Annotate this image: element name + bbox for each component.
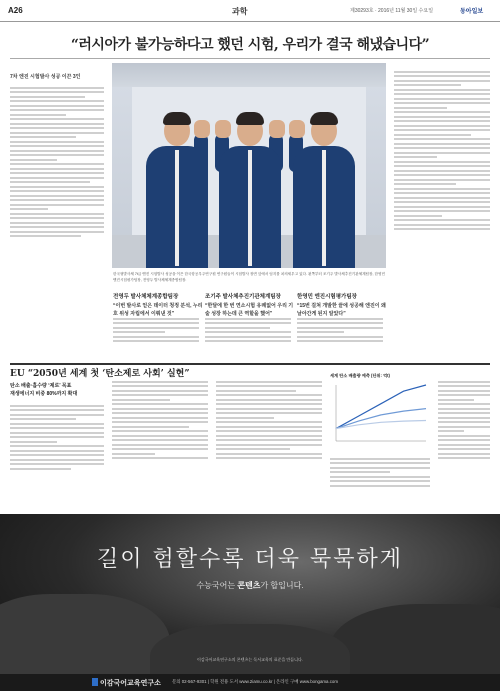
section-divider bbox=[10, 363, 490, 365]
chart-series-line-2 bbox=[336, 409, 426, 429]
quote-name: 한영민 엔진시험평가팀장 bbox=[297, 294, 357, 300]
photo-caption: 한국형발사체 7t급 엔진 시험발사 성공을 이끈 한국항공우주연구원 연구원들이 시험발사 장면 앞에서 엄지를 치켜세우고 있다. 왼쪽부터 조기주 발사체추진기관체계팀장, 한영민 엔진시험평가팀장, 전영두 발사체체계종합팀장. bbox=[113, 272, 385, 282]
eu-body-column-5 bbox=[438, 378, 490, 510]
headline-divider bbox=[10, 58, 490, 59]
quote-body-3 bbox=[297, 315, 383, 359]
researcher-figure-left bbox=[140, 98, 212, 268]
institute-logo-icon bbox=[92, 678, 98, 686]
quote-name: 전영두 발사체체계종합팀장 bbox=[113, 294, 179, 300]
quote-body-1 bbox=[113, 315, 199, 359]
eu-article-title: EU “2050년 세계 첫 ‘탄소제로 사회’ 실현” bbox=[10, 369, 190, 379]
eu-body-column-4 bbox=[330, 455, 430, 510]
ad-contact: 문의 02-567-9301 | 학원 전용 도서 www.2iamu.co.kr | 온라인 구매 www.bongama.com bbox=[172, 679, 339, 684]
page-number: A26 bbox=[8, 6, 23, 15]
quote-name: 조기주 발사체추진기관체계팀장 bbox=[205, 294, 281, 300]
ad-tagline-post: 가 합입니다. bbox=[260, 581, 304, 590]
body-column-left bbox=[10, 84, 104, 356]
emissions-chart bbox=[330, 373, 430, 451]
masthead bbox=[0, 0, 500, 22]
researcher-figure-center bbox=[213, 98, 285, 268]
chart-title: 세계 탄소 배출량 예측 (단위: 억t) bbox=[330, 373, 390, 378]
ad-tagline-bold: 콘텐츠 bbox=[237, 581, 261, 590]
ad-tagline bbox=[0, 580, 500, 591]
headline: “러시아가 불가능하다고 했던 시험, 우리가 결국 해냈습니다” bbox=[70, 37, 430, 53]
ad-main-slogan: 길이 험할수록 더욱 묵묵하게 bbox=[96, 547, 403, 572]
quote-text: “15번 걸쳐 개발한 끝에 성공해 엔진이 왜 날아간게 된지 알았다” bbox=[297, 303, 386, 317]
section-name: 과학 bbox=[232, 7, 248, 16]
chart-plot bbox=[330, 379, 430, 449]
ad-small-text: 이감국어교육연구소의 콘텐츠는 독서교육의 표준을 만듭니다. bbox=[196, 657, 304, 662]
body-column-right bbox=[394, 68, 490, 356]
quote-text: “한달에 한 번 연소시험 유례없어 우리 기술 성장 하는데 큰 역할을 했어” bbox=[205, 303, 294, 317]
quote-body-2 bbox=[205, 315, 291, 359]
eu-subtitle-line-2: 재생에너지 비중 80%까지 확대 bbox=[10, 391, 78, 397]
researchers-photo bbox=[112, 63, 386, 268]
newspaper-logo: 동아일보 bbox=[460, 9, 484, 15]
eu-subtitle-line-1: 탄소 배출·흡수량 ‘제로’ 목표 bbox=[10, 383, 72, 389]
eu-body-column-3 bbox=[216, 378, 322, 510]
eu-article-subtitle bbox=[10, 382, 77, 398]
article-subhead: 7차 엔진 시험발사 성공 이끈 3인 bbox=[10, 74, 81, 80]
institute-name: 이감국어교육연구소 bbox=[100, 680, 161, 687]
quote-text: “이번 발사로 얻은 데이터 청정 분석, 누리호 위성 자립에서 이뤄낸 것” bbox=[113, 303, 203, 317]
ad-footer bbox=[0, 674, 500, 691]
eu-body-column-1 bbox=[10, 402, 104, 510]
eu-body-column-2 bbox=[112, 378, 208, 510]
advertisement bbox=[0, 514, 500, 674]
ad-tagline-pre: 수능국어는 bbox=[196, 581, 238, 590]
issue-date: 제30293호 · 2016년 11월 30일 수요일 bbox=[350, 8, 434, 14]
researcher-figure-right bbox=[287, 98, 359, 268]
chart-axis bbox=[336, 385, 426, 441]
